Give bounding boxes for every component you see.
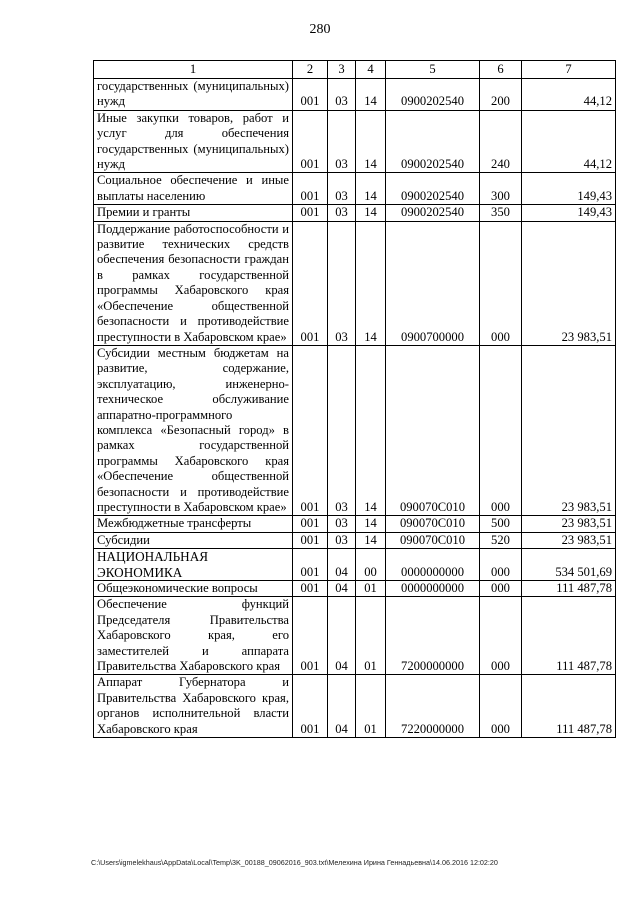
cell-subsection: 01 (356, 597, 386, 675)
budget-table (93, 60, 616, 738)
cell-target: 7220000000 (386, 675, 480, 738)
table-row (94, 345, 616, 515)
column-header: 6 (480, 61, 522, 79)
file-path-footer: C:\Users\igmelekhaus\AppData\Local\Temp\3K_00188_09062016_903.txt\Мелехина Ирина Геннадьевна\14.06.2016 12:02:20 (91, 858, 498, 867)
cell-expense-type: 000 (480, 597, 522, 675)
cell-code: 001 (293, 549, 328, 581)
cell-amount: 111 487,78 (522, 581, 616, 597)
table-row (94, 675, 616, 738)
row-name: Субсидии (94, 532, 293, 548)
cell-target: 0000000000 (386, 549, 480, 581)
cell-expense-type: 000 (480, 675, 522, 738)
cell-target: 090070С010 (386, 532, 480, 548)
table-row (94, 110, 616, 173)
column-header: 5 (386, 61, 480, 79)
row-name: Иные закупки товаров, работ и услуг для обеспечения государственных (муниципальных) нужд (94, 110, 293, 173)
cell-amount: 111 487,78 (522, 675, 616, 738)
row-name: Поддержание работоспособности и развитие технических средств обеспечения безопасности граждан в рамках государственной программы Хабаровского края «Обеспечение общественной безопасности и противодействие преступности в Хабаровском крае» (94, 221, 293, 345)
cell-subsection: 01 (356, 581, 386, 597)
table-row (94, 205, 616, 221)
cell-subsection: 14 (356, 516, 386, 532)
cell-subsection: 14 (356, 173, 386, 205)
cell-subsection: 14 (356, 79, 386, 111)
cell-code: 001 (293, 516, 328, 532)
cell-target: 0900202540 (386, 79, 480, 111)
table-row (94, 79, 616, 111)
table-row (94, 516, 616, 532)
row-name: Аппарат Губернатора и Правительства Хабаровского края, органов исполнительной власти Хабаровского края (94, 675, 293, 738)
cell-section: 04 (328, 581, 356, 597)
cell-subsection: 14 (356, 110, 386, 173)
cell-target: 090070С010 (386, 345, 480, 515)
cell-section: 04 (328, 675, 356, 738)
cell-target: 7200000000 (386, 597, 480, 675)
row-name: Социальное обеспечение и иные выплаты населению (94, 173, 293, 205)
cell-amount: 44,12 (522, 110, 616, 173)
cell-subsection: 14 (356, 345, 386, 515)
table-row (94, 581, 616, 597)
cell-subsection: 00 (356, 549, 386, 581)
cell-amount: 23 983,51 (522, 516, 616, 532)
row-name: Обеспечение функций Председателя Правительства Хабаровского края, его заместителей и аппарата Правительства Хабаровского края (94, 597, 293, 675)
row-name: Межбюджетные трансферты (94, 516, 293, 532)
cell-expense-type: 520 (480, 532, 522, 548)
cell-target: 0000000000 (386, 581, 480, 597)
cell-code: 001 (293, 205, 328, 221)
cell-expense-type: 000 (480, 549, 522, 581)
cell-code: 001 (293, 345, 328, 515)
table-row (94, 221, 616, 345)
cell-amount: 149,43 (522, 205, 616, 221)
cell-code: 001 (293, 675, 328, 738)
page-number: 280 (309, 22, 331, 37)
cell-code: 001 (293, 597, 328, 675)
cell-section: 03 (328, 221, 356, 345)
row-name: Премии и гранты (94, 205, 293, 221)
cell-target: 0900202540 (386, 205, 480, 221)
row-name: Субсидии местным бюджетам на развитие, содержание, эксплуатацию, инженерно-техническое обслуживание аппаратно-программного комплекса «Безопасный город» в рамках государственной программы Хабаровского края «Обеспечение общественной безопасности и противодействие преступности в Хабаровском крае» (94, 345, 293, 515)
cell-amount: 534 501,69 (522, 549, 616, 581)
column-header: 4 (356, 61, 386, 79)
cell-target: 0900700000 (386, 221, 480, 345)
row-name: государственных (муниципальных) нужд (94, 79, 293, 111)
cell-section: 03 (328, 532, 356, 548)
column-header: 2 (293, 61, 328, 79)
cell-target: 0900202540 (386, 173, 480, 205)
cell-expense-type: 200 (480, 79, 522, 111)
column-header: 3 (328, 61, 356, 79)
table-row (94, 532, 616, 548)
cell-code: 001 (293, 532, 328, 548)
cell-expense-type: 000 (480, 221, 522, 345)
cell-expense-type: 000 (480, 581, 522, 597)
cell-code: 001 (293, 173, 328, 205)
table-header-row (94, 61, 616, 79)
cell-subsection: 14 (356, 205, 386, 221)
cell-amount: 149,43 (522, 173, 616, 205)
cell-target: 0900202540 (386, 110, 480, 173)
row-name: Общеэкономические вопросы (94, 581, 293, 597)
cell-section: 03 (328, 110, 356, 173)
cell-section: 03 (328, 173, 356, 205)
cell-amount: 23 983,51 (522, 221, 616, 345)
cell-section: 04 (328, 549, 356, 581)
cell-code: 001 (293, 581, 328, 597)
cell-expense-type: 300 (480, 173, 522, 205)
cell-expense-type: 240 (480, 110, 522, 173)
cell-section: 03 (328, 516, 356, 532)
cell-code: 001 (293, 221, 328, 345)
cell-expense-type: 000 (480, 345, 522, 515)
cell-amount: 23 983,51 (522, 532, 616, 548)
cell-section: 03 (328, 205, 356, 221)
cell-section: 04 (328, 597, 356, 675)
cell-subsection: 14 (356, 532, 386, 548)
column-header: 1 (94, 61, 293, 79)
row-name: НАЦИОНАЛЬНАЯ ЭКОНОМИКА (94, 549, 293, 581)
cell-code: 001 (293, 110, 328, 173)
cell-amount: 44,12 (522, 79, 616, 111)
cell-subsection: 01 (356, 675, 386, 738)
column-header: 7 (522, 61, 616, 79)
table-row (94, 549, 616, 581)
cell-target: 090070С010 (386, 516, 480, 532)
cell-section: 03 (328, 79, 356, 111)
cell-code: 001 (293, 79, 328, 111)
cell-amount: 111 487,78 (522, 597, 616, 675)
table-row (94, 597, 616, 675)
cell-expense-type: 500 (480, 516, 522, 532)
cell-amount: 23 983,51 (522, 345, 616, 515)
cell-subsection: 14 (356, 221, 386, 345)
table-row (94, 173, 616, 205)
cell-section: 03 (328, 345, 356, 515)
cell-expense-type: 350 (480, 205, 522, 221)
